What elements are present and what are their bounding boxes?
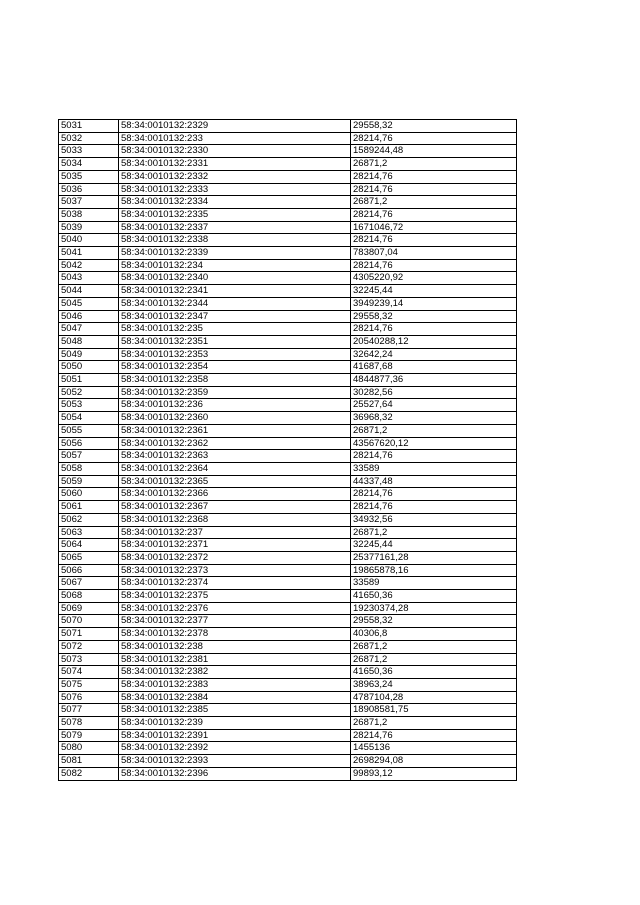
row-number-cell: 5039 — [59, 221, 119, 234]
row-number-cell: 5052 — [59, 386, 119, 399]
table-row — [59, 615, 517, 628]
table-row — [59, 247, 517, 260]
table-row — [59, 513, 517, 526]
row-number-cell: 5072 — [59, 640, 119, 653]
cadastral-number-cell: 58:34:0010132:2347 — [119, 310, 351, 323]
value-cell: 28214,76 — [351, 501, 517, 514]
table-row — [59, 577, 517, 590]
row-number-cell: 5031 — [59, 120, 119, 133]
row-number-cell: 5075 — [59, 678, 119, 691]
table-body — [59, 120, 517, 781]
cadastral-number-cell: 58:34:0010132:2354 — [119, 361, 351, 374]
row-number-cell: 5047 — [59, 323, 119, 336]
cadastral-number-cell: 58:34:0010132:2340 — [119, 272, 351, 285]
cadastral-number-cell: 58:34:0010132:2367 — [119, 501, 351, 514]
table-row — [59, 767, 517, 780]
table-row — [59, 221, 517, 234]
row-number-cell: 5043 — [59, 272, 119, 285]
row-number-cell: 5058 — [59, 462, 119, 475]
row-number-cell: 5062 — [59, 513, 119, 526]
value-cell: 19865878,16 — [351, 564, 517, 577]
value-cell: 4305220,92 — [351, 272, 517, 285]
value-cell: 26871,2 — [351, 717, 517, 730]
table-row — [59, 374, 517, 387]
value-cell: 32245,44 — [351, 285, 517, 298]
value-cell: 25377161,28 — [351, 551, 517, 564]
value-cell: 28214,76 — [351, 208, 517, 221]
row-number-cell: 5077 — [59, 704, 119, 717]
table-row — [59, 755, 517, 768]
table-row — [59, 310, 517, 323]
cadastral-number-cell: 58:34:0010132:2351 — [119, 335, 351, 348]
table-row — [59, 717, 517, 730]
table-row — [59, 551, 517, 564]
row-number-cell: 5067 — [59, 577, 119, 590]
row-number-cell: 5041 — [59, 247, 119, 260]
cadastral-number-cell: 58:34:0010132:2372 — [119, 551, 351, 564]
cadastral-number-cell: 58:34:0010132:2353 — [119, 348, 351, 361]
cadastral-number-cell: 58:34:0010132:2368 — [119, 513, 351, 526]
table-row — [59, 602, 517, 615]
table-row — [59, 183, 517, 196]
row-number-cell: 5063 — [59, 526, 119, 539]
row-number-cell: 5076 — [59, 691, 119, 704]
value-cell: 26871,2 — [351, 640, 517, 653]
row-number-cell: 5082 — [59, 767, 119, 780]
table-row — [59, 196, 517, 209]
cadastral-number-cell: 58:34:0010132:2338 — [119, 234, 351, 247]
table-row — [59, 729, 517, 742]
row-number-cell: 5080 — [59, 742, 119, 755]
value-cell: 4787104,28 — [351, 691, 517, 704]
cadastral-number-cell: 58:34:0010132:2339 — [119, 247, 351, 260]
value-cell: 29558,32 — [351, 615, 517, 628]
table-row — [59, 348, 517, 361]
value-cell: 28214,76 — [351, 259, 517, 272]
cadastral-number-cell: 58:34:0010132:2330 — [119, 145, 351, 158]
row-number-cell: 5074 — [59, 666, 119, 679]
row-number-cell: 5034 — [59, 158, 119, 171]
value-cell: 28214,76 — [351, 323, 517, 336]
table-row — [59, 653, 517, 666]
row-number-cell: 5060 — [59, 488, 119, 501]
value-cell: 36968,32 — [351, 412, 517, 425]
value-cell: 28214,76 — [351, 488, 517, 501]
table-row — [59, 501, 517, 514]
row-number-cell: 5050 — [59, 361, 119, 374]
table-row — [59, 132, 517, 145]
cadastral-number-cell: 58:34:0010132:234 — [119, 259, 351, 272]
table-row — [59, 742, 517, 755]
value-cell: 3949239,14 — [351, 297, 517, 310]
value-cell: 44337,48 — [351, 475, 517, 488]
value-cell: 4844877,36 — [351, 374, 517, 387]
row-number-cell: 5081 — [59, 755, 119, 768]
row-number-cell: 5066 — [59, 564, 119, 577]
table-row — [59, 437, 517, 450]
value-cell: 2698294,08 — [351, 755, 517, 768]
row-number-cell: 5059 — [59, 475, 119, 488]
cadastral-number-cell: 58:34:0010132:2374 — [119, 577, 351, 590]
table-row — [59, 590, 517, 603]
cadastral-number-cell: 58:34:0010132:2377 — [119, 615, 351, 628]
row-number-cell: 5032 — [59, 132, 119, 145]
cadastral-number-cell: 58:34:0010132:2375 — [119, 590, 351, 603]
value-cell: 29558,32 — [351, 310, 517, 323]
row-number-cell: 5057 — [59, 450, 119, 463]
row-number-cell: 5056 — [59, 437, 119, 450]
table-row — [59, 335, 517, 348]
table-row — [59, 412, 517, 425]
cadastral-number-cell: 58:34:0010132:2378 — [119, 628, 351, 641]
value-cell: 33589 — [351, 577, 517, 590]
cadastral-number-cell: 58:34:0010132:2329 — [119, 120, 351, 133]
row-number-cell: 5040 — [59, 234, 119, 247]
value-cell: 26871,2 — [351, 424, 517, 437]
table-row — [59, 475, 517, 488]
table-row — [59, 691, 517, 704]
table-row — [59, 145, 517, 158]
table-row — [59, 424, 517, 437]
row-number-cell: 5053 — [59, 399, 119, 412]
cadastral-number-cell: 58:34:0010132:2385 — [119, 704, 351, 717]
row-number-cell: 5054 — [59, 412, 119, 425]
value-cell: 99893,12 — [351, 767, 517, 780]
row-number-cell: 5045 — [59, 297, 119, 310]
row-number-cell: 5064 — [59, 539, 119, 552]
cadastral-number-cell: 58:34:0010132:235 — [119, 323, 351, 336]
value-cell: 41650,36 — [351, 590, 517, 603]
table-row — [59, 564, 517, 577]
cadastral-number-cell: 58:34:0010132:2391 — [119, 729, 351, 742]
table-row — [59, 272, 517, 285]
cadastral-number-cell: 58:34:0010132:2392 — [119, 742, 351, 755]
table-row — [59, 704, 517, 717]
value-cell: 28214,76 — [351, 729, 517, 742]
cadastral-number-cell: 58:34:0010132:2364 — [119, 462, 351, 475]
table-row — [59, 120, 517, 133]
value-cell: 28214,76 — [351, 234, 517, 247]
row-number-cell: 5044 — [59, 285, 119, 298]
table-row — [59, 450, 517, 463]
table-row — [59, 208, 517, 221]
cadastral-number-cell: 58:34:0010132:237 — [119, 526, 351, 539]
cadastral-number-cell: 58:34:0010132:238 — [119, 640, 351, 653]
cadastral-number-cell: 58:34:0010132:2393 — [119, 755, 351, 768]
cadastral-number-cell: 58:34:0010132:2363 — [119, 450, 351, 463]
table-row — [59, 170, 517, 183]
cadastral-number-cell: 58:34:0010132:2371 — [119, 539, 351, 552]
cadastral-number-cell: 58:34:0010132:2382 — [119, 666, 351, 679]
cadastral-number-cell: 58:34:0010132:2344 — [119, 297, 351, 310]
table-row — [59, 234, 517, 247]
cadastral-number-cell: 58:34:0010132:2362 — [119, 437, 351, 450]
value-cell: 30282,56 — [351, 386, 517, 399]
row-number-cell: 5065 — [59, 551, 119, 564]
value-cell: 41650,36 — [351, 666, 517, 679]
table-row — [59, 361, 517, 374]
value-cell: 19230374,28 — [351, 602, 517, 615]
row-number-cell: 5078 — [59, 717, 119, 730]
value-cell: 25527,64 — [351, 399, 517, 412]
value-cell: 28214,76 — [351, 183, 517, 196]
value-cell: 28214,76 — [351, 450, 517, 463]
row-number-cell: 5042 — [59, 259, 119, 272]
value-cell: 34932,56 — [351, 513, 517, 526]
cadastral-number-cell: 58:34:0010132:2381 — [119, 653, 351, 666]
value-cell: 43567620,12 — [351, 437, 517, 450]
row-number-cell: 5037 — [59, 196, 119, 209]
cadastral-number-cell: 58:34:0010132:2331 — [119, 158, 351, 171]
cadastral-number-cell: 58:34:0010132:2358 — [119, 374, 351, 387]
table-row — [59, 285, 517, 298]
cadastral-number-cell: 58:34:0010132:236 — [119, 399, 351, 412]
table-row — [59, 297, 517, 310]
cadastral-number-cell: 58:34:0010132:2383 — [119, 678, 351, 691]
value-cell: 32642,24 — [351, 348, 517, 361]
row-number-cell: 5071 — [59, 628, 119, 641]
cadastral-number-cell: 58:34:0010132:2365 — [119, 475, 351, 488]
cadastral-number-cell: 58:34:0010132:2341 — [119, 285, 351, 298]
cadastral-number-cell: 58:34:0010132:2396 — [119, 767, 351, 780]
table-row — [59, 386, 517, 399]
table-row — [59, 526, 517, 539]
cadastral-number-cell: 58:34:0010132:2373 — [119, 564, 351, 577]
table-row — [59, 462, 517, 475]
cadastral-number-cell: 58:34:0010132:2333 — [119, 183, 351, 196]
value-cell: 1589244,48 — [351, 145, 517, 158]
table-row — [59, 628, 517, 641]
value-cell: 38963,24 — [351, 678, 517, 691]
cadastral-number-cell: 58:34:0010132:2361 — [119, 424, 351, 437]
row-number-cell: 5068 — [59, 590, 119, 603]
cadastral-number-cell: 58:34:0010132:2359 — [119, 386, 351, 399]
cadastral-number-cell: 58:34:0010132:239 — [119, 717, 351, 730]
table-row — [59, 539, 517, 552]
row-number-cell: 5070 — [59, 615, 119, 628]
value-cell: 26871,2 — [351, 158, 517, 171]
row-number-cell: 5073 — [59, 653, 119, 666]
table-row — [59, 323, 517, 336]
value-cell: 26871,2 — [351, 196, 517, 209]
value-cell: 783807,04 — [351, 247, 517, 260]
value-cell: 40306,8 — [351, 628, 517, 641]
value-cell: 1455136 — [351, 742, 517, 755]
table-row — [59, 488, 517, 501]
cadastral-value-table — [58, 119, 517, 781]
value-cell: 20540288,12 — [351, 335, 517, 348]
row-number-cell: 5033 — [59, 145, 119, 158]
row-number-cell: 5036 — [59, 183, 119, 196]
cadastral-number-cell: 58:34:0010132:2376 — [119, 602, 351, 615]
cadastral-number-cell: 58:34:0010132:2332 — [119, 170, 351, 183]
table-row — [59, 666, 517, 679]
table-row — [59, 678, 517, 691]
row-number-cell: 5046 — [59, 310, 119, 323]
row-number-cell: 5049 — [59, 348, 119, 361]
value-cell: 29558,32 — [351, 120, 517, 133]
row-number-cell: 5069 — [59, 602, 119, 615]
value-cell: 28214,76 — [351, 132, 517, 145]
row-number-cell: 5079 — [59, 729, 119, 742]
value-cell: 41687,68 — [351, 361, 517, 374]
cadastral-number-cell: 58:34:0010132:2335 — [119, 208, 351, 221]
value-cell: 33589 — [351, 462, 517, 475]
value-cell: 1671046,72 — [351, 221, 517, 234]
cadastral-number-cell: 58:34:0010132:233 — [119, 132, 351, 145]
table-row — [59, 640, 517, 653]
value-cell: 18908581,75 — [351, 704, 517, 717]
value-cell: 26871,2 — [351, 653, 517, 666]
row-number-cell: 5038 — [59, 208, 119, 221]
table-row — [59, 399, 517, 412]
value-cell: 26871,2 — [351, 526, 517, 539]
cadastral-number-cell: 58:34:0010132:2366 — [119, 488, 351, 501]
row-number-cell: 5035 — [59, 170, 119, 183]
cadastral-number-cell: 58:34:0010132:2360 — [119, 412, 351, 425]
row-number-cell: 5051 — [59, 374, 119, 387]
cadastral-number-cell: 58:34:0010132:2334 — [119, 196, 351, 209]
row-number-cell: 5055 — [59, 424, 119, 437]
table-row — [59, 158, 517, 171]
cadastral-number-cell: 58:34:0010132:2384 — [119, 691, 351, 704]
row-number-cell: 5048 — [59, 335, 119, 348]
value-cell: 32245,44 — [351, 539, 517, 552]
row-number-cell: 5061 — [59, 501, 119, 514]
value-cell: 28214,76 — [351, 170, 517, 183]
table-row — [59, 259, 517, 272]
cadastral-number-cell: 58:34:0010132:2337 — [119, 221, 351, 234]
